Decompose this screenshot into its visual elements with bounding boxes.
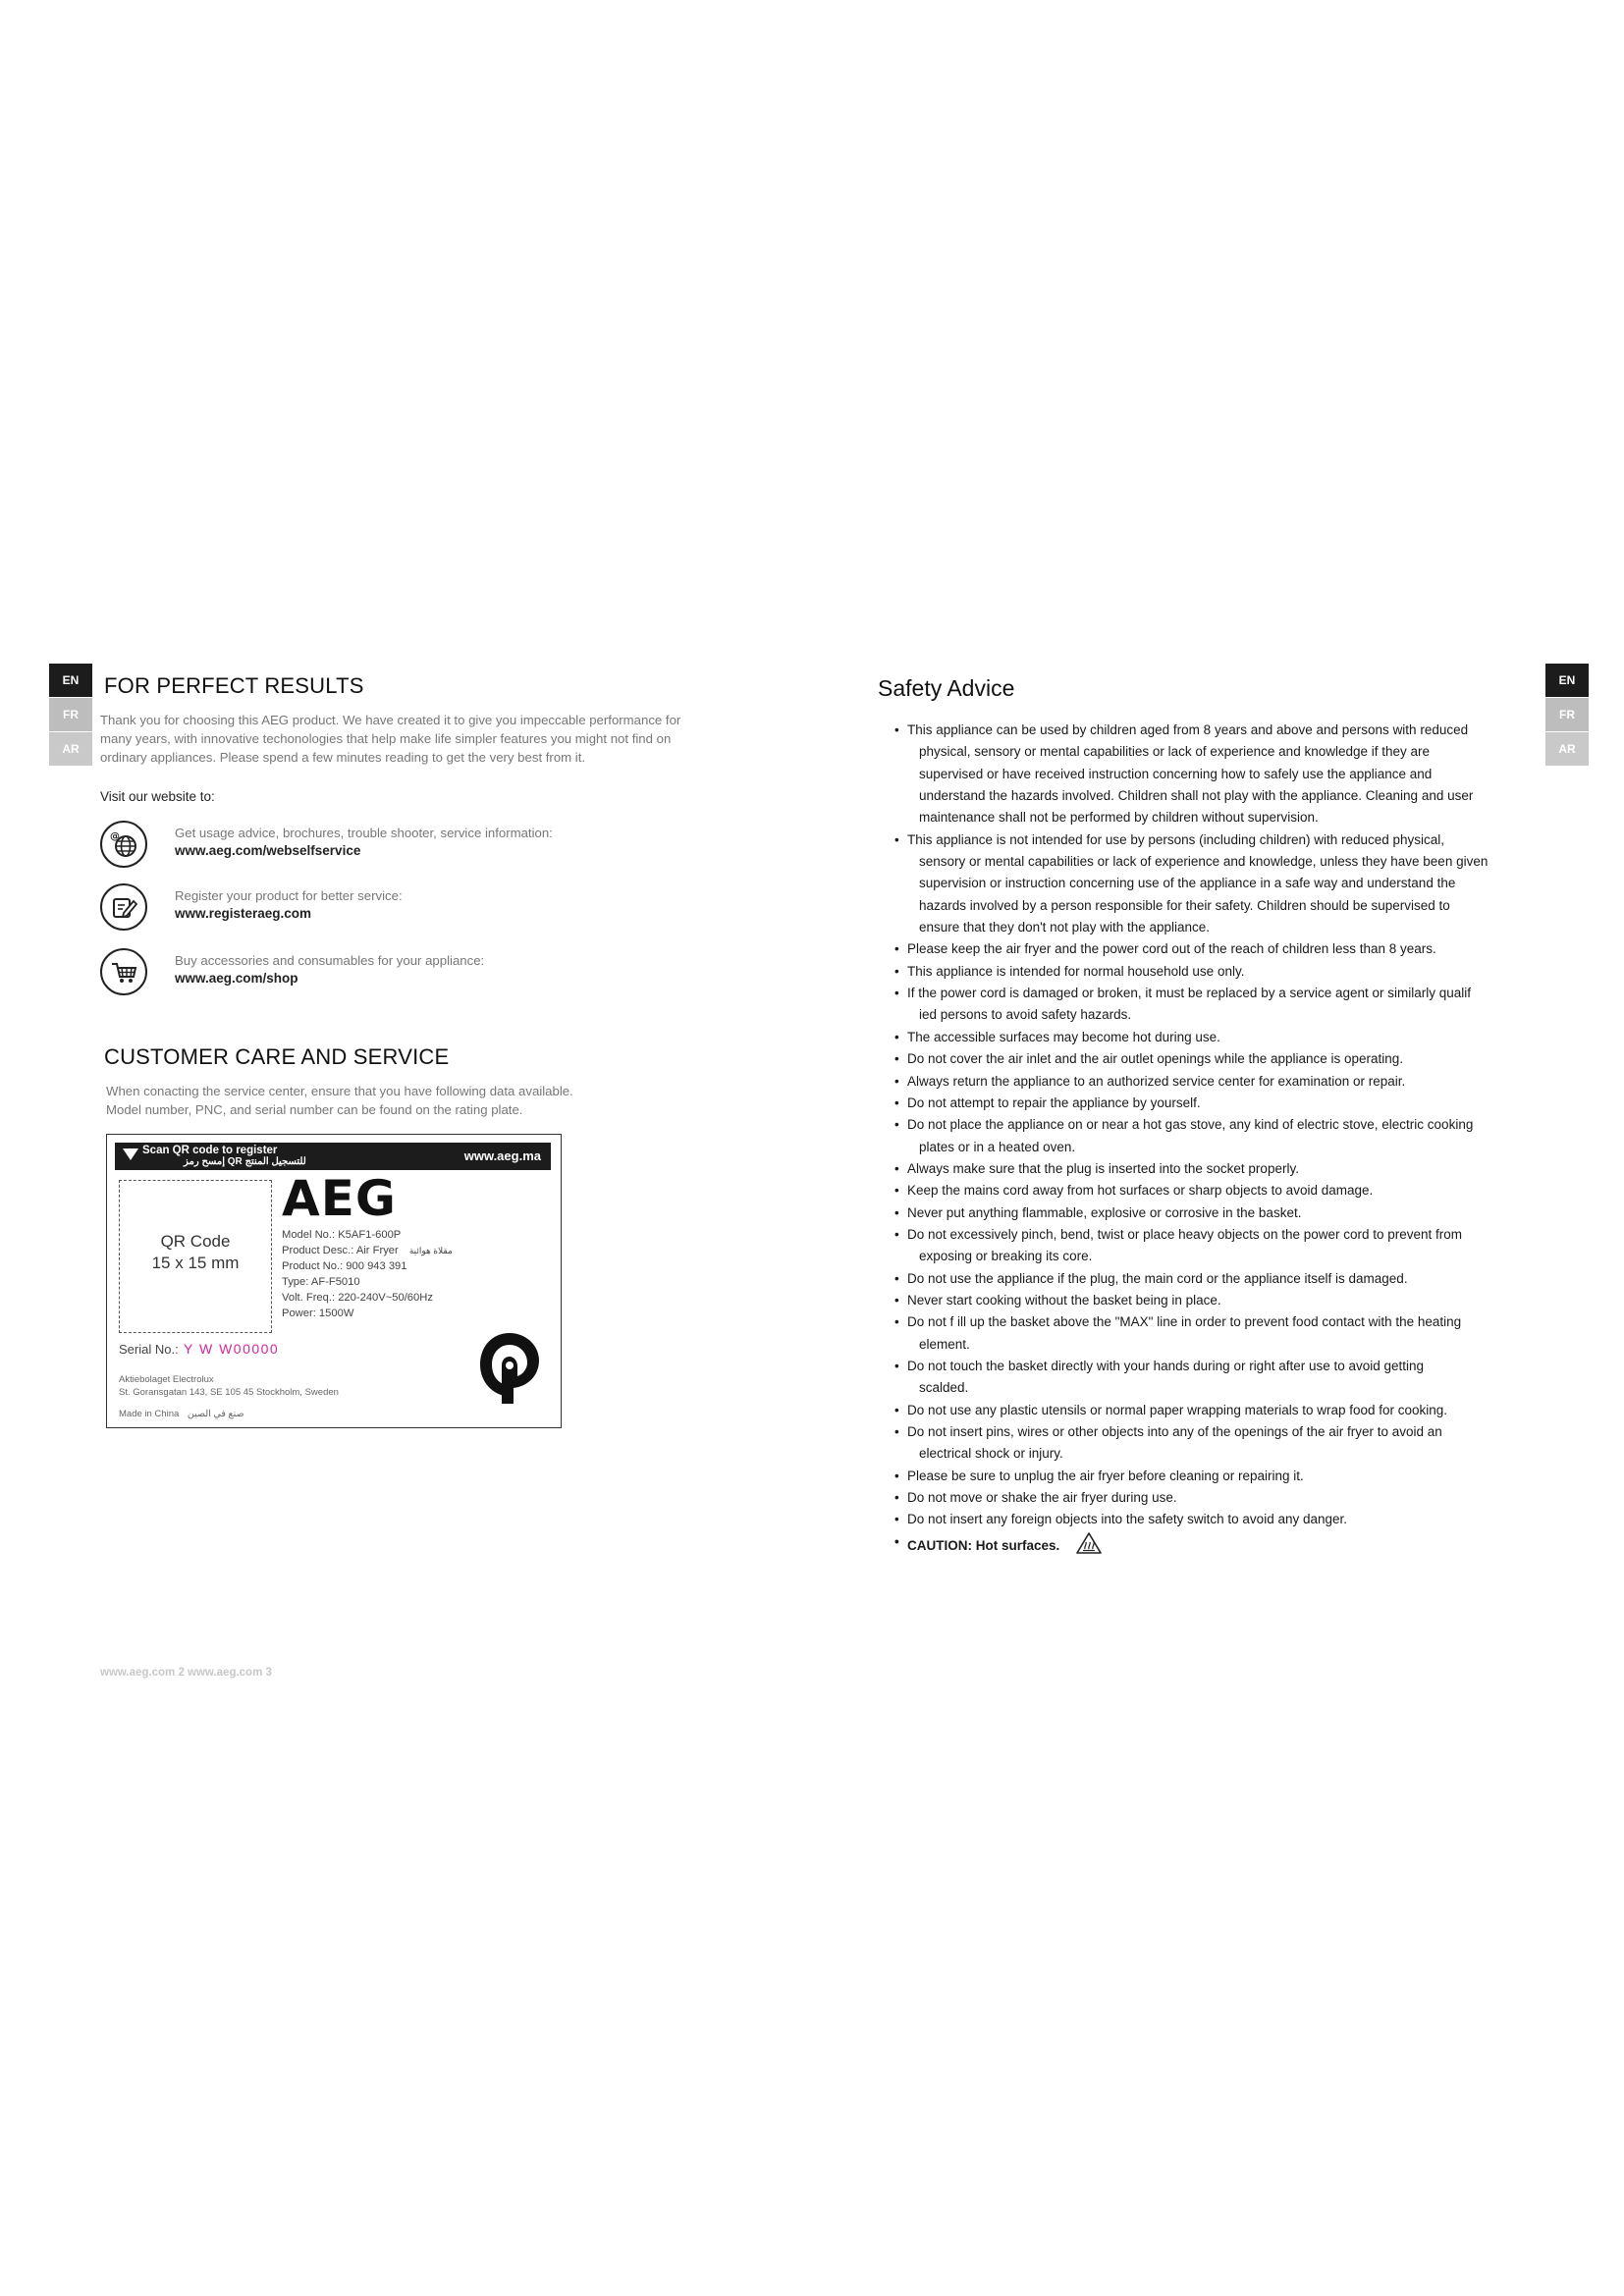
certification-mark-icon bbox=[474, 1327, 543, 1411]
safety-item-line: • This appliance is intended for normal household use only. bbox=[907, 963, 1245, 979]
link-row-register[interactable] bbox=[100, 883, 611, 938]
link-text bbox=[175, 952, 484, 988]
safety-item-line: • Do not f ill up the basket above the "MAX" line in order to prevent food contact with the heating bbox=[907, 1314, 1462, 1330]
safety-item bbox=[889, 1027, 1527, 1048]
safety-item bbox=[889, 1466, 1527, 1487]
care-line: When conacting the service center, ensure that you have following data available. bbox=[106, 1084, 573, 1098]
caution-item bbox=[889, 1531, 1527, 1562]
safety-item-line: • Never put anything flammable, explosive or corrosive in the basket. bbox=[907, 1204, 1302, 1220]
safety-item-line: exposing or breaking its core. bbox=[919, 1249, 1093, 1264]
safety-item-line: supervision or instruction concerning use of the appliance in a safe way and understand the bbox=[919, 876, 1456, 891]
aeg-logo: AEG bbox=[282, 1170, 397, 1227]
link-row-shop[interactable] bbox=[100, 948, 611, 1003]
lang-tab-ar[interactable]: AR bbox=[1545, 732, 1589, 766]
link-desc: Register your product for better service: bbox=[175, 888, 403, 903]
made-in bbox=[119, 1409, 244, 1419]
svg-text:@: @ bbox=[110, 831, 120, 842]
safety-item-line: • Do not use any plastic utensils or normal paper wrapping materials to wrap food for cooking. bbox=[907, 1402, 1448, 1417]
lang-tab-en[interactable]: EN bbox=[1545, 664, 1589, 697]
safety-item-line: electrical shock or injury. bbox=[919, 1446, 1063, 1462]
safety-item-line: physical, sensory or mental capabilities or lack of experience and knowledge if they are bbox=[919, 744, 1431, 760]
qr-line-1: QR Code bbox=[160, 1232, 231, 1251]
safety-item-line: hazards involved by a person responsible for their safety. Children should be supervised to bbox=[919, 897, 1450, 913]
safety-item-line: • Always make sure that the plug is inserted into the socket properly. bbox=[907, 1160, 1299, 1176]
safety-item-line: understand the hazards involved. Children shall not play with the appliance. Cleaning and user bbox=[919, 788, 1474, 804]
lang-tabs-left bbox=[49, 664, 92, 767]
safety-item-line: • Do not touch the basket directly with your hands during or right after use to avoid getting bbox=[907, 1358, 1425, 1373]
link-url[interactable]: www.aeg.com/shop bbox=[175, 971, 298, 986]
safety-item bbox=[889, 1093, 1527, 1114]
care-line: Model number, PNC, and serial number can be found on the rating plate. bbox=[106, 1102, 523, 1117]
safety-item-line: scalded. bbox=[919, 1380, 969, 1396]
made-in-arabic: صنع في الصين bbox=[187, 1409, 244, 1419]
spec-desc-arabic: مقلاة هوائية bbox=[408, 1246, 453, 1255]
link-url[interactable]: www.aeg.com/webselfservice bbox=[175, 843, 361, 858]
perfect-results-heading: FOR PERFECT RESULTS bbox=[104, 673, 364, 698]
safety-item-line: • Never start cooking without the basket being in place. bbox=[907, 1292, 1221, 1308]
safety-item bbox=[889, 1400, 1527, 1421]
spec-desc bbox=[282, 1245, 453, 1256]
spec-volt: Volt. Freq.: 220-240V~50/60Hz bbox=[282, 1292, 433, 1304]
customer-care-heading: CUSTOMER CARE AND SERVICE bbox=[104, 1044, 450, 1069]
safety-item bbox=[889, 1421, 1527, 1466]
safety-item-line: • Do not insert any foreign objects into the safety switch to avoid any danger. bbox=[907, 1512, 1348, 1527]
plate-website: www.aeg.ma bbox=[463, 1148, 541, 1163]
company-address: St. Goransgatan 143, SE 105 45 Stockholm, Sweden bbox=[119, 1387, 339, 1398]
spec-desc-text: Product Desc.: Air Fryer bbox=[282, 1245, 399, 1256]
safety-item bbox=[889, 1202, 1527, 1224]
rating-plate bbox=[106, 1134, 562, 1428]
link-url[interactable]: www.registeraeg.com bbox=[175, 906, 312, 921]
plate-header-bar bbox=[115, 1143, 551, 1170]
safety-item-line: • This appliance can be used by children aged from 8 years and above and persons with reduced bbox=[907, 722, 1469, 737]
spec-product-no: Product No.: 900 943 391 bbox=[282, 1260, 407, 1272]
cart-icon bbox=[100, 948, 147, 995]
safety-item-line: maintenance shall not be performed by children without supervision. bbox=[919, 810, 1319, 826]
safety-item bbox=[889, 1268, 1527, 1290]
safety-item bbox=[889, 1311, 1527, 1356]
lang-tab-en[interactable]: EN bbox=[49, 664, 92, 697]
spec-type: Type: AF-F5010 bbox=[282, 1276, 360, 1288]
page-footer: www.aeg.com 2 www.aeg.com 3 bbox=[100, 1667, 272, 1679]
safety-item-line: • Do not excessively pinch, bend, twist or place heavy objects on the power cord to prevent from bbox=[907, 1226, 1463, 1242]
safety-item-line: • Do not move or shake the air fryer during use. bbox=[907, 1490, 1177, 1506]
safety-item-line: • Do not insert pins, wires or other objects into any of the openings of the air fryer to avoid an bbox=[907, 1424, 1442, 1439]
safety-item-line: • Please keep the air fryer and the power cord out of the reach of children less than 8 years. bbox=[907, 941, 1436, 957]
safety-list bbox=[889, 720, 1527, 1562]
safety-item bbox=[889, 1509, 1527, 1530]
serial-label: Serial No.: bbox=[119, 1342, 179, 1357]
hot-surface-warning-icon bbox=[1075, 1531, 1103, 1562]
link-row-selfservice[interactable] bbox=[100, 821, 611, 876]
intro-line: many years, with innovative techonologies that help make life simpler features you might not find on bbox=[100, 731, 672, 746]
qr-line-2: 15 x 15 mm bbox=[151, 1254, 240, 1272]
safety-item-line: • Do not cover the air inlet and the air outlet openings while the appliance is operating. bbox=[907, 1051, 1404, 1067]
safety-item-line: • The accessible surfaces may become hot during use. bbox=[907, 1029, 1220, 1044]
lang-tab-fr[interactable]: FR bbox=[1545, 698, 1589, 731]
triangle-down-icon bbox=[123, 1148, 138, 1160]
safety-item bbox=[889, 1048, 1527, 1070]
safety-item-line: ied persons to avoid safety hazards. bbox=[919, 1007, 1132, 1023]
safety-item-line: • Do not attempt to repair the appliance by yourself. bbox=[907, 1095, 1201, 1110]
safety-advice-title: Safety Advice bbox=[878, 675, 1015, 701]
safety-item bbox=[889, 983, 1527, 1027]
safety-item bbox=[889, 1071, 1527, 1093]
company-name: Aktiebolaget Electrolux bbox=[119, 1374, 214, 1385]
care-paragraph bbox=[106, 1082, 656, 1119]
caution-text: CAUTION: Hot surfaces. bbox=[907, 1537, 1060, 1553]
safety-item bbox=[889, 1487, 1527, 1509]
visit-label: Visit our website to: bbox=[100, 789, 215, 804]
safety-item bbox=[889, 1224, 1527, 1268]
safety-item-line: • This appliance is not intended for use by persons (including children) with reduced physical, bbox=[907, 831, 1445, 847]
lang-tabs-right bbox=[1545, 664, 1589, 767]
safety-item bbox=[889, 829, 1527, 939]
link-desc: Buy accessories and consumables for your appliance: bbox=[175, 953, 485, 968]
safety-item bbox=[889, 1158, 1527, 1180]
qr-code-placeholder bbox=[119, 1180, 272, 1333]
safety-item bbox=[889, 1114, 1527, 1158]
register-icon bbox=[100, 883, 147, 931]
lang-tab-fr[interactable]: FR bbox=[49, 698, 92, 731]
link-text bbox=[175, 887, 403, 923]
safety-item-line: element. bbox=[919, 1336, 970, 1352]
safety-item-line: supervised or have received instruction concerning how to safely use the appliance and bbox=[919, 766, 1433, 781]
intro-line: ordinary appliances. Please spend a few minutes reading to get the very best from it. bbox=[100, 750, 586, 765]
made-in-text: Made in China bbox=[119, 1409, 180, 1419]
link-desc: Get usage advice, brochures, trouble shooter, service information: bbox=[175, 826, 553, 840]
safety-item bbox=[889, 1180, 1527, 1201]
safety-item-line: • Always return the appliance to an authorized service center for examination or repair. bbox=[907, 1073, 1406, 1089]
link-text bbox=[175, 825, 553, 860]
scan-label-arabic: إمسح رمز QR للتسجيل المنتج bbox=[184, 1156, 306, 1167]
safety-item-line: ensure that they don't not play with the appliance. bbox=[919, 920, 1211, 935]
safety-item bbox=[889, 1356, 1527, 1400]
intro-paragraph bbox=[100, 711, 729, 767]
safety-item bbox=[889, 1290, 1527, 1311]
intro-line: Thank you for choosing this AEG product. We have created it to give you impeccable performance for bbox=[100, 713, 681, 727]
safety-item-line: • Please be sure to unplug the air fryer before cleaning or repairing it. bbox=[907, 1468, 1304, 1483]
safety-item-line: • Do not place the appliance on or near a hot gas stove, any kind of electric stove, electric cooking bbox=[907, 1117, 1474, 1133]
spec-model: Model No.: K5AF1-600P bbox=[282, 1229, 402, 1241]
safety-item-line: plates or in a heated oven. bbox=[919, 1139, 1076, 1154]
safety-item-line: • If the power cord is damaged or broken, it must be replaced by a service agent or similarly qualif bbox=[907, 986, 1472, 1001]
safety-item-line: • Keep the mains cord away from hot surfaces or sharp objects to avoid damage. bbox=[907, 1183, 1374, 1199]
safety-item-line: • Do not use the appliance if the plug, the main cord or the appliance itself is damaged. bbox=[907, 1270, 1408, 1286]
safety-item bbox=[889, 720, 1527, 829]
spec-power: Power: 1500W bbox=[282, 1308, 354, 1319]
safety-item bbox=[889, 961, 1527, 983]
scan-label: Scan QR code to register bbox=[142, 1145, 278, 1156]
safety-item bbox=[889, 938, 1527, 960]
serial-value: Y W W00000 bbox=[184, 1341, 280, 1357]
lang-tab-ar[interactable]: AR bbox=[49, 732, 92, 766]
safety-item-line: sensory or mental capabilities or lack of experience and knowledge, unless they have been given bbox=[919, 854, 1489, 870]
globe-icon bbox=[100, 821, 147, 868]
